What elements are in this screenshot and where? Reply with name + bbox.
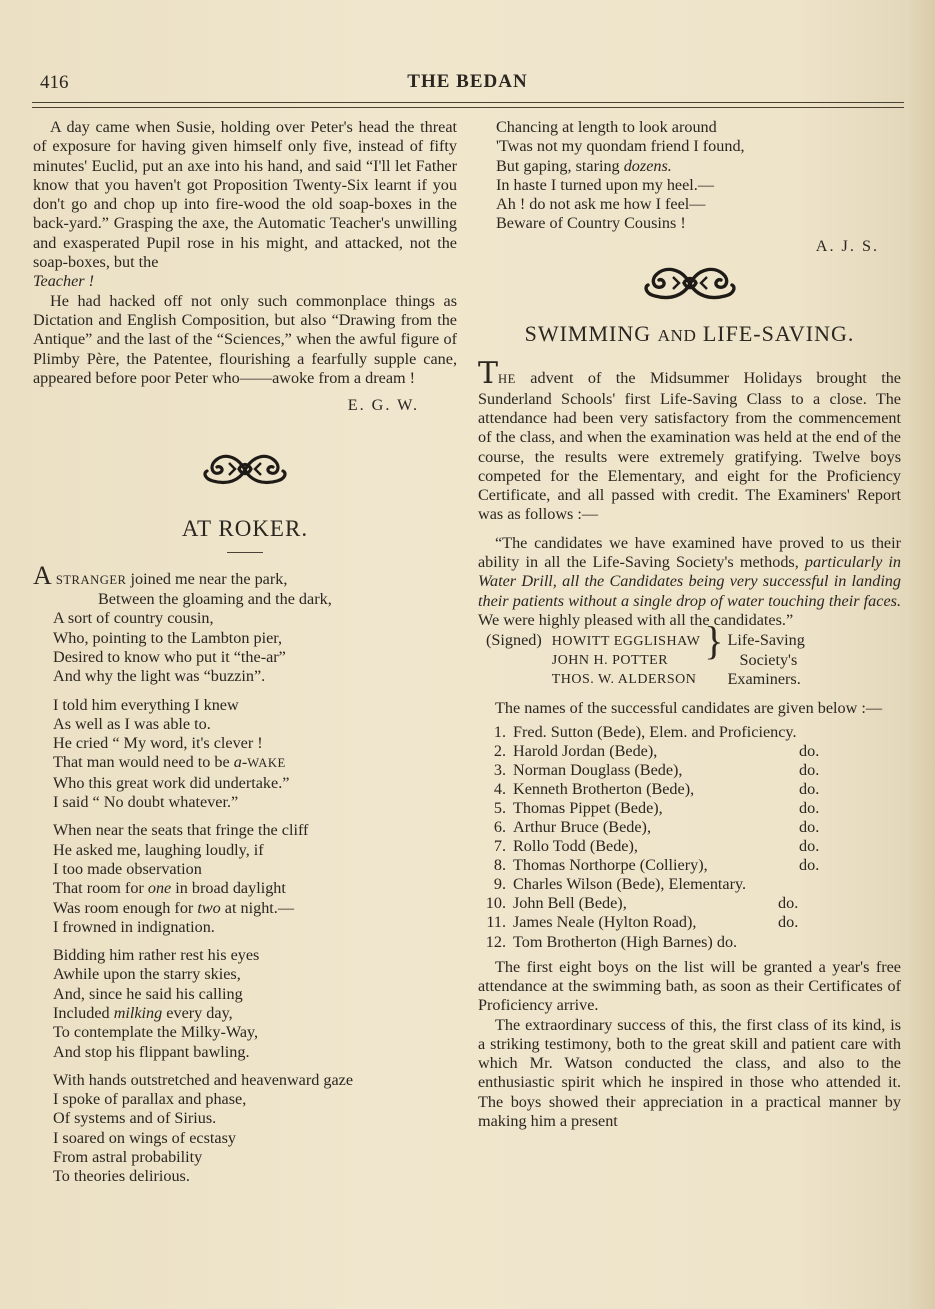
names-intro: The names of the successful candidates are given below :— (495, 699, 883, 718)
poem-line: Included milking every day, (53, 1003, 233, 1022)
poem-line: Beware of Country Cousins ! (496, 214, 686, 233)
ornament-icon (199, 449, 291, 491)
running-title: THE BEDAN (407, 71, 528, 92)
list-item: 4. Kenneth Brotherton (Bede), do. (493, 779, 820, 798)
examiners-report: “The candidates we have examined have proved to us their ability in all the Life-Saving Society's methods, particularly in Water Drill, all the Candidates being very successful in landing their patients without a single drop of water touching their faces. We were highly pleased with all the candidates.” (478, 533, 901, 629)
poem-final-stanza (496, 118, 901, 234)
list-item: 3. Norman Douglass (Bede), do. (493, 760, 820, 779)
list-item: 12. Tom Brotherton (High Barnes) do. (485, 932, 738, 951)
poem-line: Between the gloaming and the dark, (98, 590, 332, 609)
poem-line: Who this great work did undertake.” (53, 773, 290, 792)
signature-ajs: A. J. S. (815, 236, 879, 255)
poem-line: A STRANGER joined me near the park, (33, 560, 288, 590)
poem-line: I told him everything I knew (53, 695, 239, 714)
story-paragraph-2: He had hacked off not only such commonplace things as Dictation and English Composition, but also “Drawing from the Antique” and the last of the “Sciences,” when the awful figure of Plimby Père, the Patentee, flourishing a fearfully supple cane, appeared before poor Peter who——awoke from a dream ! (33, 291, 457, 387)
poem-line: Was room enough for two at night.— (53, 898, 295, 917)
poem-line: In haste I turned upon my heel.— (496, 175, 715, 194)
left-column (33, 118, 457, 1196)
stanza-3 (53, 821, 457, 937)
society-line: Examiners. (727, 670, 801, 689)
poem-line: To contemplate the Milky-Way, (53, 1023, 259, 1042)
poem-line: With hands outstretched and heavenward gaze (53, 1070, 354, 1089)
examiner-name: HOWITT EGGLISHAW (551, 634, 701, 650)
stanza-5 (53, 1071, 457, 1187)
poem-line: Desired to know who put it “the-ar” (53, 647, 286, 666)
list-item: 10. John Bell (Bede), do. (485, 894, 799, 913)
stanza-1 (33, 560, 457, 687)
article-intro: THE advent of the Midsummer Holidays brought the Sunderland Schools' first Life-Saving Class to a close. The attendance had been very satisfactory from the commencement of the class, and when the examination was held at the end of the course, the results were extremely gratifying. Twelve boys competed for the Elementary, and eight for the Proficiency Certificate, and all passed with credit. The Examiners' Report was as follows :— (478, 356, 901, 524)
story-text: A day came when Susie, holding over Peter's head the threat of exposure for having given himself only five, instead of fifty minutes' Euclid, put an axe into his hand, and said “I'll let Father know that you haven't got Proposition Twenty-Six learnt if you don't go and chop up into fire-wood the old soap-boxes in the back-yard.” Grasping the axe, the Automatic Teacher's unwilling and exasperated Pupil rose in his might, and attacked, not the soap-boxes, but the (33, 118, 457, 272)
story-paragraph-1 (33, 118, 457, 292)
society-line: Society's (739, 651, 798, 670)
poem-line: He cried “ My word, it's clever ! (53, 734, 263, 753)
examiner-name: JOHN H. POTTER (551, 653, 669, 669)
poem-line: I spoke of parallax and phase, (53, 1090, 247, 1109)
closing-paragraph-1: The first eight boys on the list will be granted a year's free attendance at the swimming bath, as soon as their Certificates of Proficiency arrive. (478, 957, 901, 1015)
article-title: SWIMMING AND LIFE-SAVING. (524, 321, 855, 347)
poem-line: But gaping, staring dozens. (496, 156, 672, 175)
poem-line: Who, pointing to the Lambton pier, (53, 628, 283, 647)
poem-line: That man would need to be a-WAKE (53, 753, 286, 772)
stanza-4 (53, 946, 457, 1062)
header-rule-top (32, 102, 904, 103)
poem-line: I too made observation (53, 859, 202, 878)
poem-line: I frowned in indignation. (53, 917, 215, 936)
poem-line: From astral probability (53, 1148, 203, 1167)
drop-cap: A (33, 560, 52, 590)
poem-line: And, since he said his calling (53, 984, 243, 1003)
list-item: 5. Thomas Pippet (Bede), do. (493, 798, 820, 817)
poem-line: 'Twas not my quondam friend I found, (496, 137, 745, 156)
closing-paragraph-2: The extraordinary success of this, the first class of its kind, is a striking testimony, both to the great skill and patient care with which Mr. Watson conducted the class, and also to the enthusiastic spirit which he inspired in those who attended it. The boys showed their appreciation in a practical manner by making him a present (478, 1015, 901, 1131)
poem-line: Bidding him rather rest his eyes (53, 946, 260, 965)
page-header (0, 66, 935, 100)
list-item: 11. James Neale (Hylton Road), do. (486, 913, 799, 932)
list-item: 2. Harold Jordan (Bede), do. (493, 741, 820, 760)
list-item: 7. Rollo Todd (Bede), do. (493, 837, 820, 856)
list-item: 8. Thomas Northorpe (Colliery), do. (493, 856, 820, 875)
poem-line: And why the light was “buzzin”. (53, 667, 266, 686)
list-item: 1. Fred. Sutton (Bede), Elem. and Proficiency. (493, 722, 797, 741)
signed-label: (Signed) (486, 631, 542, 650)
poem-line: To theories delirious. (53, 1167, 190, 1186)
poem-line: When near the seats that fringe the cliff (53, 821, 309, 840)
poem-line: He asked me, laughing loudly, if (53, 840, 264, 859)
right-column (478, 118, 901, 1131)
society-line: Life-Saving (727, 631, 805, 650)
poem-line: As well as I was able to. (53, 714, 211, 733)
examiners-signatures (486, 618, 805, 689)
poem-line: I said “ No doubt whatever.” (53, 793, 239, 812)
story-emphasis: Teacher ! (33, 272, 94, 291)
ornament-icon (640, 262, 740, 306)
brace-icon: } (704, 618, 724, 664)
drop-cap: T (478, 356, 499, 392)
poem-line: Of systems and of Sirius. (53, 1109, 217, 1128)
poem-title: AT ROKER. (181, 516, 309, 542)
poem-line: That room for one in broad daylight (53, 879, 286, 898)
header-rule-bottom (32, 107, 904, 108)
list-item: 9. Charles Wilson (Bede), Elementary. (493, 875, 747, 894)
title-rule (227, 552, 263, 553)
poem-line: Ah ! do not ask me how I feel— (496, 195, 706, 214)
poem-line: And stop his flippant bawling. (53, 1042, 250, 1061)
page-number: 416 (40, 72, 69, 93)
stanza-2 (53, 696, 457, 813)
signature-egw: E. G. W. (347, 396, 419, 415)
poem-line: Chancing at length to look around (496, 118, 717, 136)
poem-line: I soared on wings of ecstasy (53, 1128, 236, 1147)
candidates-list (478, 723, 901, 952)
poem-line: Awhile upon the starry skies, (53, 965, 241, 984)
list-item: 6. Arthur Bruce (Bede), do. (493, 818, 820, 836)
examiner-name: THOS. W. ALDERSON (551, 672, 697, 688)
poem-line: A sort of country cousin, (53, 609, 214, 628)
